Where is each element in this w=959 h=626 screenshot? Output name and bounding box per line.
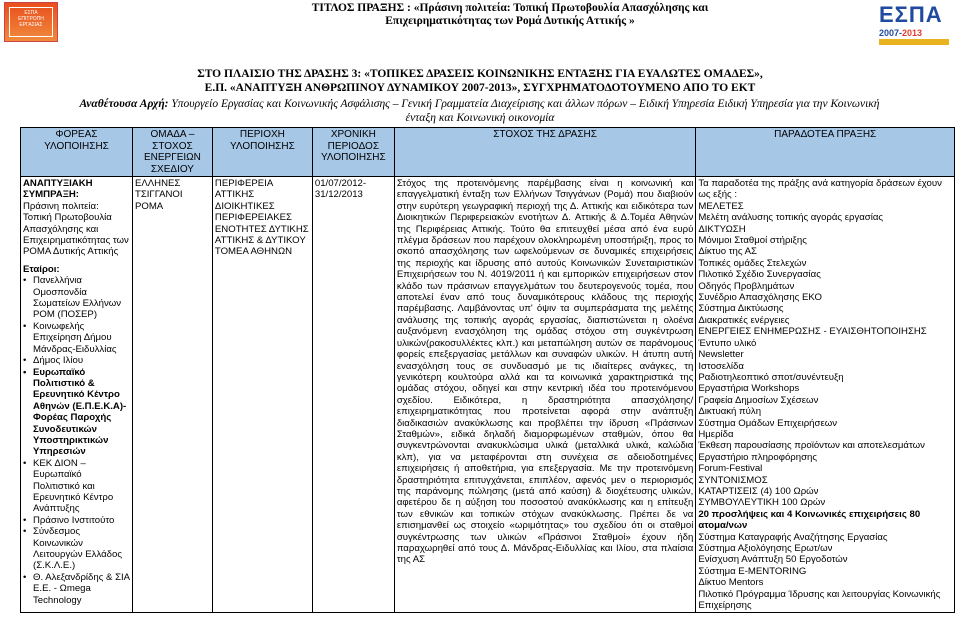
list-item: Τοπικές ομάδες Στελεχών <box>698 257 807 269</box>
partnership-name: ΑΝΑΠΤΥΞΙΑΚΗ ΣΥΜΠΡΑΞΗ: <box>23 178 93 201</box>
list-item: • Θ. Αλεξανδρίδης & ΣΙΑ Ε.Ε. - Ωmega Technology <box>23 572 130 606</box>
contracting-authority-line2: ένταξη και Κοινωνική οικονομία <box>405 112 555 124</box>
list-item: Πιλοτικό Πρόγραμμα Ίδρυσης και λειτουργίας Κοινωνικής Επιχείρησης <box>698 588 941 612</box>
list-item: ΣΥΝΤΟΝΙΣΜΟΣ <box>698 474 768 486</box>
list-item: Πιλοτικό Σχέδιο Συνεργασίας <box>698 269 821 281</box>
list-item: Εργαστήρια Workshops <box>698 383 800 395</box>
period-cell: 01/07/2012-31/12/2013 <box>312 177 394 613</box>
project-title <box>250 2 770 28</box>
implementing-body-cell <box>21 177 133 613</box>
list-item: Ενίσχυση Ανάπτυξη 50 Εργοδοτών <box>698 554 848 566</box>
header-action-goal: ΣΤΟΧΟΣ ΤΗΣ ΔΡΑΣΗΣ <box>394 128 696 177</box>
espa-logo-years: 2007-2013 <box>879 28 923 38</box>
list-item: • ΚΕΚ ΔΙΟΝ – Ευρωπαϊκό Πολιτιστικό και Ερευνητικό Κέντρο Ανάπτυξης <box>23 458 130 515</box>
epek-logo-text: ΕΣΠΑ <box>24 10 38 16</box>
list-item: Σύστημα Ομάδων Επιχειρήσεων <box>698 417 838 429</box>
epek-logo-sub: ΕΠΙΤΡΟΠΗ ΕΡΓΑΣΙΑΣ <box>18 16 44 28</box>
deliverables-cell <box>696 177 955 613</box>
list-item: Σύστημα Καταγραφής Αναζήτησης Εργασίας <box>698 531 888 543</box>
list-item: Newsletter <box>698 349 744 361</box>
list-item: ΜΕΛΕΤΕΣ <box>698 200 744 212</box>
partnership-desc: Πράσινη πολιτεία: Τοπική Πρωτοβουλία Απασχόλησης και Επιχειρηματικότητας των ΡΟΜΑ Δυτικής Αττικής <box>23 200 129 258</box>
list-item: 20 προσλήψεις και 4 Κοινωνικές επιχειρήσεις 80 ατομα/νων <box>698 508 921 532</box>
list-item: Μελέτη ανάλυσης τοπικής αγοράς εργασίας <box>698 212 884 224</box>
partners-label: Εταίροι: <box>23 263 60 275</box>
list-item: Σύστημα Δικτύωσης <box>698 303 784 315</box>
partners-list <box>23 275 130 606</box>
project-title-line1: ΤΙΤΛΟΣ ΠΡΑΞΗΣ : «Πράσινη πολιτεία: Τοπική Πρωτοβουλία Απασχόλησης και <box>311 2 709 14</box>
list-item: ΚΑΤΑΡΤΙΣΕΙΣ (4) 100 Ωρών <box>698 485 819 497</box>
list-item: • Δήμος Ιλίου <box>23 355 130 366</box>
list-item: • Πανελλήνια Ομοσπονδία Σωματείων Ελλήνων ΡΟΜ (ΠΟΣΕΡ) <box>23 275 130 321</box>
area-cell: ΠΕΡΙΦΕΡΕΙΑ ΑΤΤΙΚΗΣ ΔΙΟΙΚΗΤΙΚΕΣ ΠΕΡΙΦΕΡΕΙΑΚΕΣ ΕΝΟΤΗΤΕΣ ΔΥΤΙΚΗΣ ΑΤΤΙΚΗΣ & ΔΥΤΙΚΟΥ ΤΟΜΕΑ ΑΘΗΝΩΝ <box>212 177 312 613</box>
list-item: • Σύνδεσμος Κοινωνικών Λειτουργών Ελλάδος (Σ.Κ.Λ.Ε.) <box>23 526 130 572</box>
list-item: Ραδιοτηλεοπτικό σποτ/συνέντευξη <box>698 371 844 383</box>
list-item: Τα παραδοτέα της πράξης ανά κατηγορία δράσεων έχουν ως εξής : <box>698 178 942 201</box>
action-goal-cell: Στόχος της προτεινόμενης παρέμβασης είναι η κοινωνική και επαγγελματική ένταξη των Ελλήνων Τσιγγάνων (Ρομά) που διαβιούν στην ευρύτερη γεωγραφική περιοχή της Δ. Αττικής και ειδικότερα των Διοικητικών Περιφερειακών ενοτήτων Δ. Αττικής & Δ.Τομέα Αθηνών της Περιφέρειας Αττικής. Τούτο θα επιτευχθεί μέσα από ένα ευρύ πλέγμα δράσεων που παρέχουν ολοκληρωμένη υποστήριξη, προς το σκοπό απασχόλησης των ωφελούμενων σε δυναμικές επιχειρήσεις της περιοχής και ίδρυσης από αυτούς Κοινωνικών Συνεταιριστικών Επιχειρήσεων του Ν. 4019/2011 ή και εμπορικών επιχειρήσεων στον κλάδο των πράσινων επαγγελμάτων του δευτερογενούς τομέα, που αποτελεί έναν από τους δυναμικότερους κλάδους της περιοχής παρέμβασης. Λαμβάνοντας υπ' όψιν τα συμπεράσματα της μελέτης ανάλυσης της τοπικής αγοράς εργασίας, διαπιστώνεται η ολοένα αυξανόμενη ενασχόληση της ομάδας στόχου στη συγκέντρωση υλικών(ρακοσυλλέκτες κλπ.) και μεταπώληση αυτών σε παράνομους φορείς επεξεργασίας μετάλλων και συναφών υλικών. Η άτυπη αυτή ενασχόληση τους σε συνδυασμό με τις ιδιαίτερες ανάγκες, τη γενικότερη κουλτούρα αλλά και τα κοινωνικά χαρακτηριστικά της ομάδας στόχου, οδηγεί και στην κεντρική ιδέα του προτεινόμενου σχεδίου. Ειδικότερα, η δραστηριότητα απασχόλησης/επιχειρηματικότητας που προτείνεται αφορά στην ανάπτυξη διαδικασιών ανακύκλωσης και προβλέπει την ίδρυση «Πράσινων Σταθμών», ειδικά δηλαδή διαμορφωμένων σταθμών, όπου θα συγκεντρώνονται ανακυκλώσιμα υλικά (μεταλλικά υλικά, καλώδια κλπ), για να μεταφέρονται στη συνέχεια σε αδειοδοτημένες επιχειρήσεις ή αποθετήρια, για επεξεργασία. Με την προτεινόμενη δραστηριότητα επιτυγχάνεται, επιπλέον, αφενός μεν ο περιορισμός της παράνομης πώλησης (μετά από καύση) & διοχέτευσης υλικών, αφετέρου δε η αύξηση του ποσοστού ανακύκλωσης και η επίτευξη των εθνικών και τοπικών στόχων ανακύκλωσης. Πρέπει δε να επισημανθεί ως στοιχείο «ωριμότητας» του σχεδίου ότι οι σταθμοί συγκέντρωσης των υλικών «Πράσινοι Σταθμοί» έχουν ήδη παραχωρηθεί από τους Δ. Μάνδρας-Ειδυλλίας και Ιλίου, στα πλαίσια της ΑΣ <box>394 177 696 613</box>
list-item: Δίκτυο Mentors <box>698 577 764 589</box>
header-area: ΠΕΡΙΟΧΗ ΥΛΟΠΟΙΗΣΗΣ <box>212 128 312 177</box>
list-item: ΔΙΚΤΥΩΣΗ <box>698 223 746 235</box>
espa-logo-bar <box>879 39 949 45</box>
list-item: • Ευρωπαϊκό Πολιτιστικό & Ερευνητικό Κέντρο Αθηνών (Ε.Π.Ε.Κ.Α)-Φορέας Παροχής Συνοδευτικών Υποστηρικτικών Υπηρεσιών <box>23 367 130 458</box>
list-item: Forum-Festival <box>698 463 763 475</box>
header-target-group: ΟΜΑΔΑ – ΣΤΟΧΟΣ ΕΝΕΡΓΕΙΩΝ ΣΧΕΔΙΟΥ <box>132 128 212 177</box>
target-group-cell: ΕΛΛΗΝΕΣ ΤΣΙΓΓΑΝΟΙ ΡΟΜΑ <box>132 177 212 613</box>
table-row <box>21 177 955 613</box>
project-table <box>20 127 955 613</box>
espa-logo <box>877 2 955 46</box>
list-item: Ημερίδα <box>698 428 734 440</box>
header-deliverables: ΠΑΡΑΔΟΤΕΑ ΠΡΑΞΗΣ <box>696 128 955 177</box>
epek-logo <box>4 2 58 42</box>
framework-line1: ΣΤΟ ΠΛΑΙΣΙΟ ΤΗΣ ΔΡΑΣΗΣ 3: «ΤΟΠΙΚΕΣ ΔΡΑΣΕΙΣ ΚΟΙΝΩΝΙΚΗΣ ΕΝΤΑΞΗΣ ΓΙΑ ΕΥΑΛΩΤΕΣ ΟΜΑΔΕΣ», <box>197 68 763 80</box>
list-item: Οδηγός Προβλημάτων <box>698 280 795 292</box>
framework-line2: Ε.Π. «ΑΝΑΠΤΥΞΗ ΑΝΘΡΩΠΙΝΟΥ ΔΥΝΑΜΙΚΟΥ 2007-2013», ΣΥΓΧΡΗΜΑΤΟΔΟΤΟΥΜΕΝΟ ΑΠΟ ΤΟ ΕΚΤ <box>204 82 756 94</box>
list-item: Σύστημα E-MENTORING <box>698 565 807 577</box>
list-item: Μόνιμοι Σταθμοί στήριξης <box>698 235 807 247</box>
list-item: Σύστημα Αξιολόγησης Ερωτ/ων <box>698 543 833 554</box>
contracting-authority: Αναθέτουσα Αρχή: Υπουργείο Εργασίας και Κοινωνικής Ασφάλισης – Γενική Γραμματεία Διαχείρισης και άλλων πόρων – Ειδική Υπηρεσία Ειδική Υπηρεσία για την Κοινωνική <box>79 98 880 110</box>
list-item: Συνέδριο Απασχόλησης ΕΚΟ <box>698 292 822 304</box>
header-period: ΧΡΟΝΙΚΗ ΠΕΡΙΟΔΟΣ ΥΛΟΠΟΙΗΣΗΣ <box>312 128 394 177</box>
list-item: Δικτυακή πύλη <box>698 406 762 418</box>
table-header-row <box>21 128 955 177</box>
list-item: Ιστοσελίδα <box>698 360 744 372</box>
header-implementing-body: ΦΟΡΕΑΣ ΥΛΟΠΟΙΗΣΗΣ <box>21 128 133 177</box>
list-item: Εργαστήριο πληροφόρησης <box>698 451 817 463</box>
list-item: Έκθεση παρουσίασης προϊόντων και αποτελεσμάτων <box>698 440 925 452</box>
project-title-line2: Επιχειρηματικότητας των Ρομά Δυτικής Αττικής » <box>385 15 635 27</box>
list-item: ΣΥΜΒΟΥΛΕΥΤΙΚΗ 100 Ωρών <box>698 497 826 509</box>
list-item: Γραφεία Δημοσίων Σχέσεων <box>698 394 819 406</box>
list-item: • Πράσινο Ινστιτούτο <box>23 515 130 526</box>
deliverables-list <box>698 178 952 611</box>
list-item: Διακρατικές ενέργειες <box>698 314 790 326</box>
list-item: Έντυπο υλικό <box>698 337 757 349</box>
list-item: Δίκτυο της ΑΣ <box>698 246 757 258</box>
list-item: ΕΝΕΡΓΕΙΕΣ ΕΝΗΜΕΡΩΣΗΣ - ΕΥΑΙΣΘΗΤΟΠΟΙΗΣΗΣ <box>698 326 927 338</box>
list-item: • Κοινωφελής Επιχείρηση Δήμου Μάνδρας-Ειδυλλίας <box>23 321 130 355</box>
espa-logo-word: ΕΣΠΑ <box>879 2 943 27</box>
